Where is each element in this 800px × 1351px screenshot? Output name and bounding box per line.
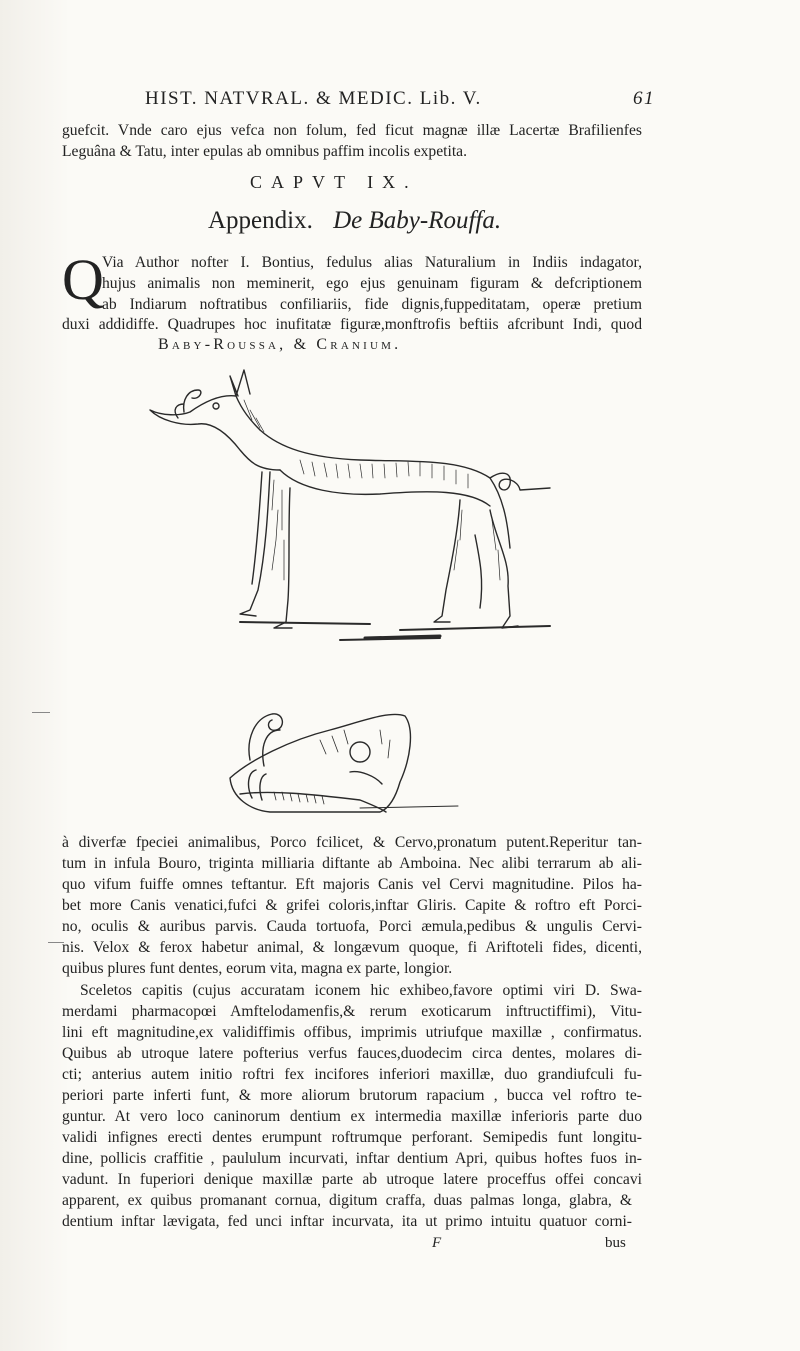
text-line: merdami pharmacopœi Amftelodamenfis,& rerum exoticarum inftructiffimi), Vitu- — [62, 1003, 642, 1020]
appendix-subject: De Baby-Rouffa. — [333, 207, 502, 234]
running-title: HIST. NATVRAL. & MEDIC. Lib. V. — [145, 88, 482, 109]
text-line: bet more Canis venatici,fufci & grifei coloris,inftar Gliris. Capite & roftro eft Porci- — [62, 897, 642, 914]
text-line: vadunt. In fuperiori denique maxillæ parte ab utroque latere proceffus offei concavi — [62, 1171, 642, 1188]
text-line: ab Indiarum noftratibus confiliariis, fide dignis,fuppeditatam, operæ pretium — [102, 296, 642, 313]
appendix-heading — [208, 207, 501, 235]
drop-cap: Q — [62, 247, 104, 312]
text-line: guntur. At vero loco caninorum dentium ex intermedia maxillæ inferioris parte duo — [62, 1108, 642, 1125]
text-line: dentium inftar lævigata, fed unci inftar incurvata, ita ut primo intuitu quatuor corni- — [62, 1213, 632, 1230]
text-line: apparent, ex quibus promanant cornua, digitum craffa, duas palmas longa, glabra, & — [62, 1192, 632, 1209]
signature-mark: F — [432, 1235, 442, 1251]
text-line: Sceletos capitis (cujus accuratam iconem hic exhibeo,favore optimi viri D. Swa- — [80, 982, 642, 999]
catchword: bus — [605, 1235, 626, 1251]
text-line: periori parte inferti funt, & more aliorum brutorum rapacium , bucca vel roftro te- — [62, 1087, 642, 1104]
skull-figure — [210, 700, 460, 820]
text-line: quo vifum fuiffe omnes teftantur. Eft majoris Canis vel Cervi magnitudine. Pilos ha- — [62, 876, 642, 893]
text-line: no, oculis & auribus parvis. Cauda tortuofa, Porci æmula,pedibus & ungulis Cervi- — [62, 918, 642, 935]
text-line: cti; anterius autem initio roftri fex incifores inferiori maxillæ, duo grandiufculi fu- — [62, 1066, 642, 1083]
text-line: Quibus ab utroque latere pofterius verfus fauces,duodecim circa dentes, molares di- — [62, 1045, 642, 1062]
text-line: Via Author nofter I. Bontius, fedulus alias Naturalium in Indiis indagator, — [102, 254, 642, 271]
baby-roussa-illustration — [140, 360, 560, 650]
text-line: tum in infula Bouro, triginta milliaria diftante ab Amboina. Nec alibi terrarum ab ali- — [62, 855, 642, 872]
running-header — [145, 88, 655, 112]
animal-figure — [140, 360, 560, 650]
text-line: lini eft magnitudine,ex validiffimis offibus, imprimis utriufque maxillæ , confirmatus. — [62, 1024, 642, 1041]
chapter-heading: CAPVT IX. — [250, 172, 418, 192]
margin-mark — [32, 712, 50, 713]
appendix-label: Appendix. — [208, 207, 313, 234]
text-line: validi infignes erecti dentes erumpunt roftrumque perforant. Semipedis funt longitu- — [62, 1129, 642, 1146]
text-line: quibus plures funt dentes, eorum vita, magna ex parte, longior. — [62, 960, 453, 977]
text-line: guefcit. Vnde caro ejus vefca non folum, fed ficut magnæ illæ Lacertæ Brafilienfes — [62, 122, 642, 139]
figure-caption: Baby-Roussa, & Cranium. — [158, 336, 402, 353]
page-gutter-shadow — [0, 0, 70, 1351]
text-line: duxi addidiffe. Quadrupes hoc inufitatæ figuræ,monftrofis beftiis afcribunt Indi, quod — [62, 316, 642, 333]
text-line: dine, pollicis craffitie , paululum incurvati, inftar dentium Apri, quibus hoftes fuos in- — [62, 1150, 642, 1167]
text-line: nis. Velox & ferox habetur animal, & longævum quoque, fi Ariftoteli fides, dicenti, — [62, 939, 642, 956]
cranium-illustration — [210, 700, 460, 820]
page-number: 61 — [633, 88, 655, 109]
text-line: hujus animalis non meminerit, ego ejus genuinam figuram & defcriptionem — [102, 275, 642, 292]
text-line: Leguâna & Tatu, inter epulas ab omnibus paffim incolis expetita. — [62, 143, 467, 160]
text-line: à diverfæ fpeciei animalibus, Porco fcilicet, & Cervo,pronatum putent.Reperitur tan- — [62, 834, 642, 851]
